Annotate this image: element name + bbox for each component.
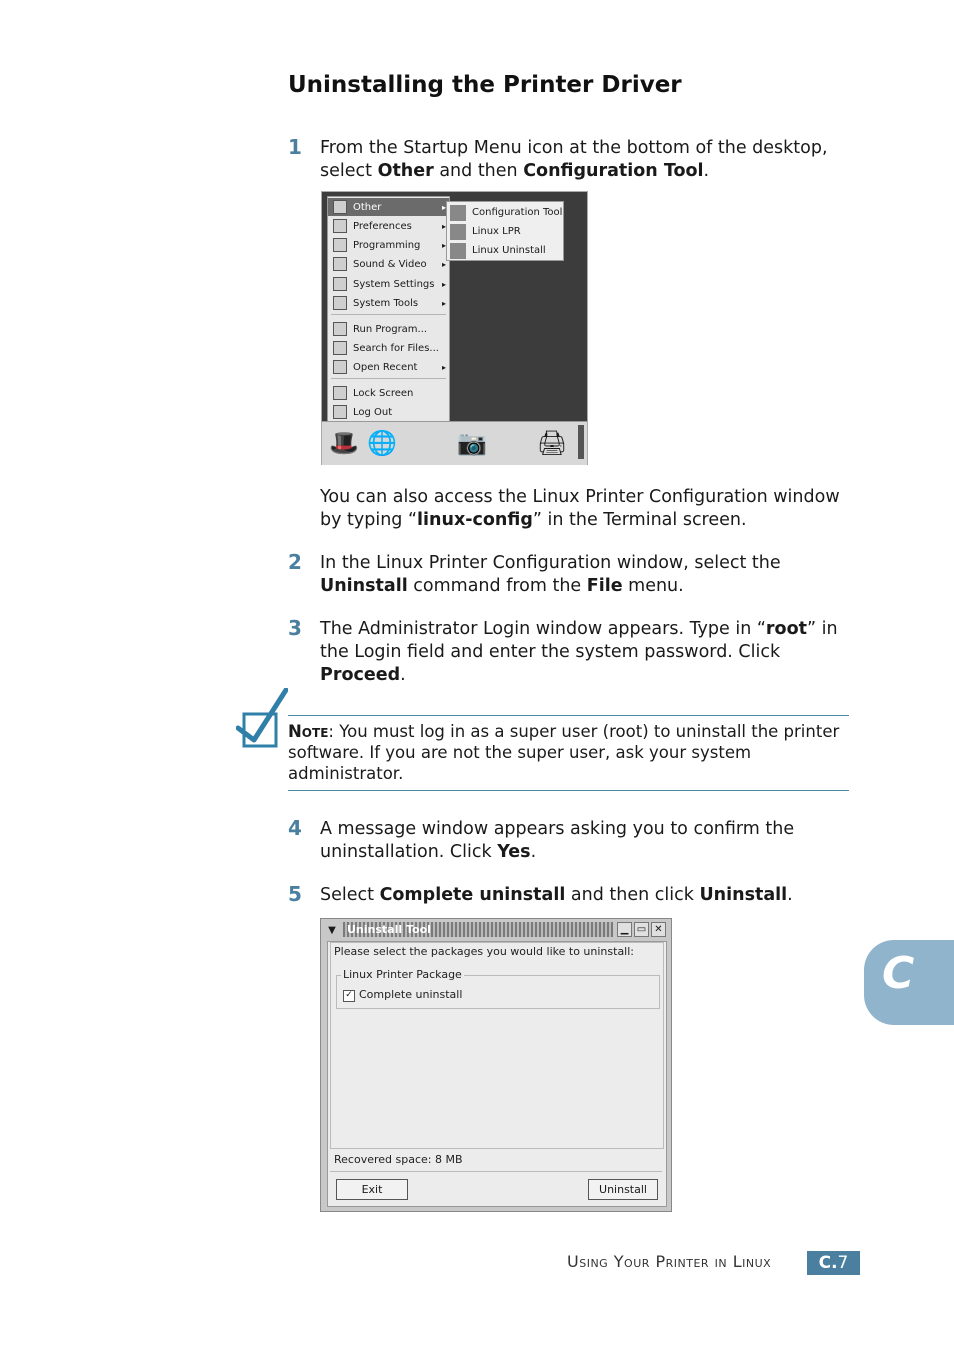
menu-item-sound-video[interactable]: Sound & Video ▸: [328, 255, 449, 273]
folder-icon: [333, 200, 347, 214]
button-separator: [330, 1171, 662, 1172]
package-group-label: Linux Printer Package: [343, 968, 462, 981]
package-group-frame: [336, 968, 660, 1009]
menu-separator: [331, 314, 446, 315]
window-body: [327, 941, 667, 1207]
startup-menu-screenshot: [321, 191, 588, 465]
window-titlebar[interactable]: [325, 922, 667, 938]
step-number: 1: [288, 135, 302, 159]
main-menu: [327, 196, 450, 422]
menu-item-search-files[interactable]: Search for Files...: [328, 339, 449, 357]
printer-config-icon: [450, 205, 466, 221]
chapter-letter: C: [882, 948, 915, 999]
uninstall-tool-window: [320, 918, 672, 1212]
complete-uninstall-label: Complete uninstall: [359, 988, 463, 1001]
note-top-rule: [288, 715, 849, 716]
menu-separator: [331, 378, 446, 379]
note-text: Note: You must log in as a super user (root) to uninstall the printer software. If you are not the super user, ask your system administrator.: [288, 722, 840, 783]
menu-item-log-out[interactable]: Log Out: [328, 403, 449, 421]
panel-handle[interactable]: [578, 425, 584, 459]
menu-item-programming[interactable]: Programming ▸: [328, 236, 449, 254]
chapter-tab: [864, 940, 954, 1025]
submenu-other: [446, 201, 564, 261]
lock-icon: [333, 386, 347, 400]
folder-open-icon: [333, 360, 347, 374]
uninstall-icon: [450, 243, 466, 259]
step-number: 4: [288, 816, 302, 840]
menu-item-run-program[interactable]: Run Program...: [328, 320, 449, 338]
redhat-start-icon[interactable]: 🎩: [329, 429, 359, 457]
settings-icon: [333, 277, 347, 291]
step-5-text: Select Complete uninstall and then click Uninstall.: [320, 885, 793, 905]
submenu-item-configuration-tool[interactable]: Configuration Tool: [447, 203, 563, 222]
step-3-text: The Administrator Login window appears. Type in “root” in the Login field and enter the system password. Click Proceed.: [320, 619, 838, 685]
step-4-text: A message window appears asking you to confirm the uninstallation. Click Yes.: [320, 819, 795, 862]
uninstall-prompt: Please select the packages you would like to uninstall:: [334, 945, 634, 958]
step-2-text: In the Linux Printer Configuration window, select the Uninstall command from the File menu.: [320, 553, 781, 596]
camera-icon[interactable]: 📷: [457, 429, 487, 457]
printer-lpr-icon: [450, 224, 466, 240]
search-icon: [333, 341, 347, 355]
window-title: Uninstall Tool: [343, 922, 613, 937]
step-number: 2: [288, 550, 302, 574]
exit-button[interactable]: Exit: [336, 1179, 408, 1200]
footer-section-title: Using Your Printer in Linux: [567, 1252, 772, 1271]
submenu-item-linux-lpr[interactable]: Linux LPR: [447, 222, 563, 241]
maximize-icon[interactable]: ▭: [634, 922, 649, 937]
logout-icon: [333, 405, 347, 419]
menu-item-preferences[interactable]: Preferences ▸: [328, 217, 449, 235]
run-icon: [333, 322, 347, 336]
page-title: Uninstalling the Printer Driver: [288, 72, 682, 98]
tools-icon: [333, 296, 347, 310]
uninstall-button[interactable]: Uninstall: [588, 1179, 658, 1200]
sound-icon: [333, 257, 347, 271]
programming-icon: [333, 238, 347, 252]
menu-item-lock-screen[interactable]: Lock Screen: [328, 384, 449, 402]
menu-item-system-tools[interactable]: System Tools ▸: [328, 294, 449, 312]
minimize-icon[interactable]: ▁: [617, 922, 632, 937]
note-bottom-rule: [288, 790, 849, 791]
step-1-text: From the Startup Menu icon at the bottom of the desktop, select Other and then Configuration Tool.: [320, 138, 828, 181]
step-number: 5: [288, 882, 302, 906]
window-menu-chevron-icon[interactable]: ▼: [328, 924, 336, 936]
page-number-badge: C. 7: [807, 1251, 860, 1275]
submenu-item-linux-uninstall[interactable]: Linux Uninstall: [447, 241, 563, 260]
web-browser-icon[interactable]: 🌐: [367, 429, 397, 457]
recovered-space: Recovered space: 8 MB: [334, 1153, 463, 1166]
alternate-access-text: You can also access the Linux Printer Configuration window by typing “linux-config” in the Terminal screen.: [320, 487, 840, 530]
menu-item-open-recent[interactable]: Open Recent ▸: [328, 358, 449, 376]
menu-item-other[interactable]: Other ▸: [328, 198, 449, 216]
menu-item-system-settings[interactable]: System Settings ▸: [328, 275, 449, 293]
printer-icon[interactable]: 🖨: [536, 429, 568, 457]
complete-uninstall-checkbox[interactable]: ✓: [343, 990, 355, 1002]
desktop-panel: [322, 421, 587, 465]
step-number: 3: [288, 616, 302, 640]
close-icon[interactable]: ✕: [651, 922, 666, 937]
preferences-icon: [333, 219, 347, 233]
note-checkmark-icon: [236, 688, 288, 750]
